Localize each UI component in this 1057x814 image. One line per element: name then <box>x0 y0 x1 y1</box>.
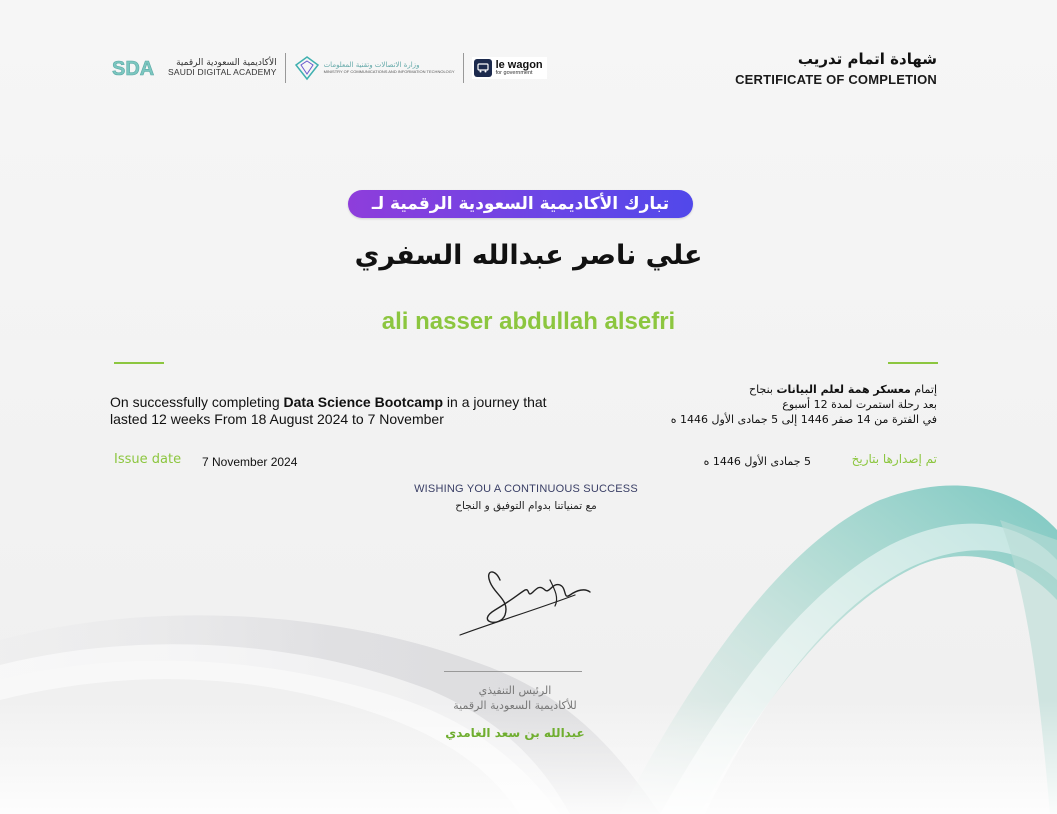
signer-title-line2: للأكاديمية السعودية الرقمية <box>453 699 577 712</box>
lewagon-logo <box>472 57 547 79</box>
lewagon-logo-subtext: for government <box>495 69 533 76</box>
signer-name: عبدالله بن سعد الغامدي <box>445 726 585 740</box>
logo-divider <box>285 53 286 83</box>
description-arabic-suffix: بنجاح <box>749 383 777 396</box>
program-name-arabic: معسكر همة لعلم البيانات <box>776 383 911 396</box>
issue-date-label: Issue date <box>114 452 182 467</box>
sda-logo-english: SAUDI DIGITAL ACADEMY <box>168 67 277 78</box>
description-arabic-prefix: إتمام <box>910 383 937 396</box>
certificate-title-arabic: شهادة اتمام تدريب <box>797 50 937 68</box>
recipient-name-english: ali nasser abdullah alsefri <box>381 308 676 335</box>
completion-description-english <box>110 394 580 428</box>
signer-title-line1: الرئيس التنفيذي <box>478 684 552 697</box>
description-arabic-line3: في الفترة من 14 صفر 1446 إلى 5 جمادى الأول 1446 ه <box>670 413 937 426</box>
sda-logo-icon <box>112 57 162 79</box>
accent-line-left <box>114 362 164 364</box>
certificate-title <box>735 50 937 87</box>
recipient-name-arabic: علي ناصر عبدالله السفري <box>354 240 703 271</box>
signature-line <box>444 671 582 672</box>
logo-divider <box>463 53 464 83</box>
signer-title <box>430 683 600 713</box>
mcit-logo-arabic: وزارة الاتصالات وتقنية المعلومات <box>323 60 420 69</box>
sda-logo <box>112 57 277 79</box>
svg-text:SDA: SDA <box>112 58 155 79</box>
program-name-english: Data Science Bootcamp <box>283 394 444 410</box>
mcit-logo-english: MINISTRY OF COMMUNICATIONS AND INFORMATION TECHNOLOGY <box>323 68 455 74</box>
certificate-title-english: CERTIFICATE OF COMPLETION <box>735 72 937 87</box>
issue-date-value-arabic: 5 جمادى الأول 1446 ه <box>703 455 811 468</box>
wish-message-english: WISHING YOU A CONTINUOUS SUCCESS <box>414 483 638 495</box>
mcit-logo <box>294 55 455 81</box>
mcit-diamond-icon <box>294 55 320 81</box>
issue-date-value: 7 November 2024 <box>202 455 298 469</box>
wish-message-arabic: مع تمنياتنا بدوام التوفيق و النجاح <box>455 500 597 512</box>
description-prefix: On successfully completing <box>110 394 284 410</box>
lewagon-icon <box>474 59 492 77</box>
signature-image <box>455 560 595 640</box>
completion-description-arabic <box>517 382 937 427</box>
description-suffix: in a journey that lasted 12 weeks From 18 August 2024 to 7 November <box>110 394 547 427</box>
sda-logo-arabic: الأكاديمية السعودية الرقمية <box>176 57 277 68</box>
description-arabic-line2: بعد رحلة استمرت لمدة 12 أسبوع <box>782 398 937 411</box>
issue-date-label-arabic: تم إصدارها بتاريخ <box>851 452 937 466</box>
accent-line-right <box>888 362 938 364</box>
partner-logos <box>112 52 547 84</box>
description-arabic-line1 <box>517 382 937 397</box>
lewagon-logo-text: le wagon <box>495 58 543 71</box>
congrats-badge: تبارك الأكاديمية السعودية الرقمية لـ <box>348 190 693 218</box>
